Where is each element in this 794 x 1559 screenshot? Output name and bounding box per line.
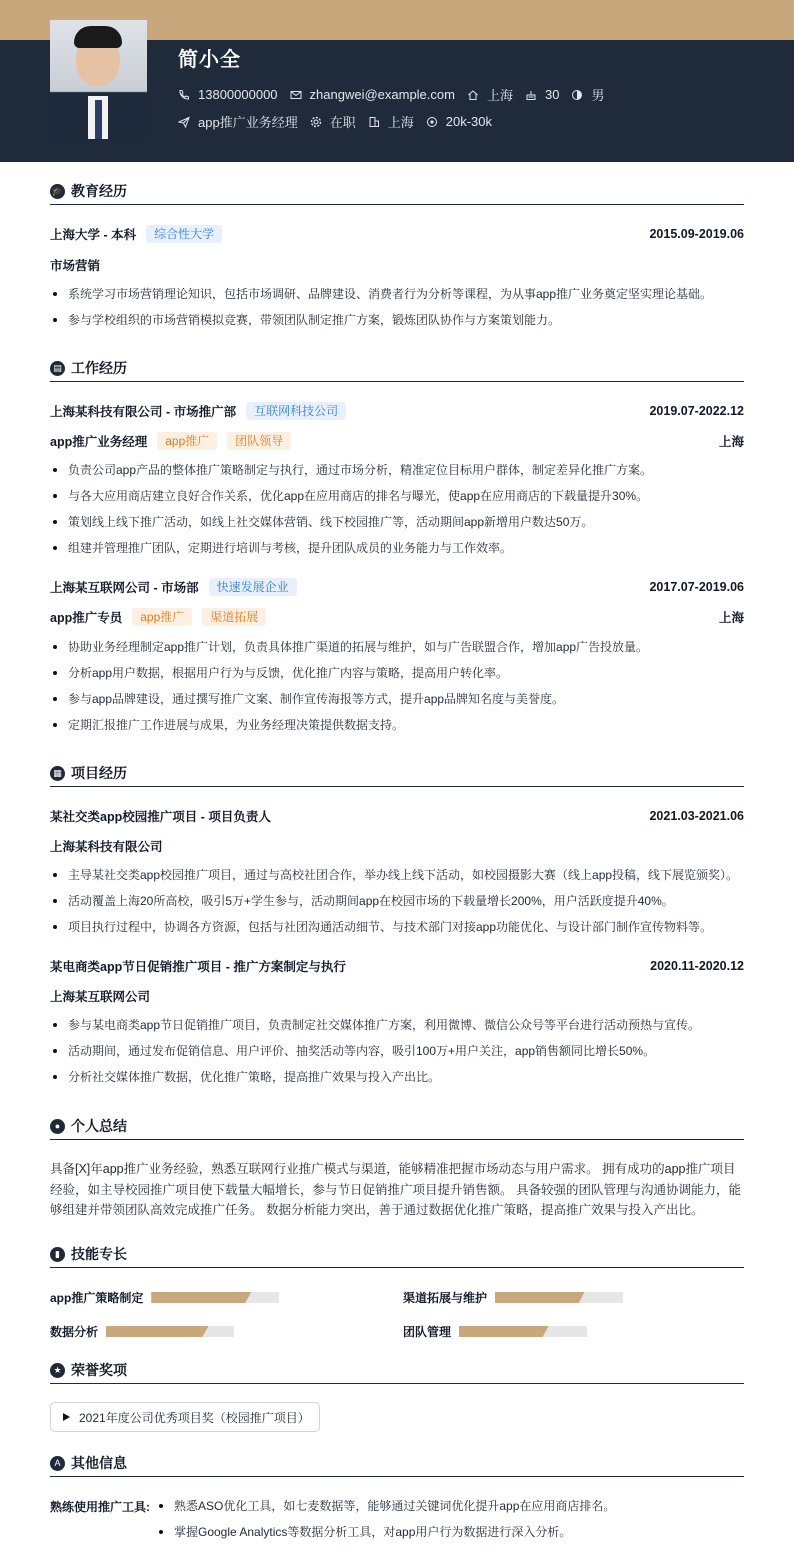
work-2-bullets bbox=[50, 639, 750, 743]
email-info: zhangwei@example.com bbox=[290, 87, 455, 102]
project-2-header: 某电商类app节日促销推广项目 - 推广方案制定与执行 2020.11-2020.12 bbox=[50, 959, 744, 974]
award-item[interactable]: 2021年度公司优秀项目奖（校园推广项目） bbox=[50, 1402, 320, 1432]
target-position-info: app推广业务经理 bbox=[178, 112, 298, 131]
skill-bar bbox=[495, 1292, 623, 1303]
list-item: 参与某电商类app节日促销推广项目，负责制定社交媒体推广方案，利用微博、微信公众号等平台进行活动预热与宣传。 bbox=[50, 1017, 750, 1043]
phone-info: 13800000000 bbox=[178, 87, 278, 102]
candidate-name: 简小全 bbox=[178, 49, 241, 71]
briefcase-icon: ▤ bbox=[50, 361, 65, 376]
status-info: 在职 bbox=[310, 112, 356, 131]
other-list bbox=[156, 1498, 615, 1550]
other-label: 熟练使用推广工具: bbox=[50, 1500, 150, 1514]
skill-bar bbox=[459, 1326, 587, 1337]
job-intent-row bbox=[178, 112, 504, 131]
avatar bbox=[50, 20, 147, 139]
education-major: 市场营销 bbox=[50, 259, 101, 273]
section-work: ▤ 工作经历 bbox=[50, 355, 744, 382]
chart-bar-icon: ▮ bbox=[50, 1247, 65, 1262]
grid-icon: ▦ bbox=[50, 766, 65, 781]
role-tag: 团队领导 bbox=[227, 432, 291, 450]
list-item: 活动期间，通过发布促销信息、用户评价、抽奖活动等内容，吸引100万+用户关注，app销售额同比增长50%。 bbox=[50, 1043, 750, 1069]
skill-item: 数据分析 bbox=[50, 1323, 234, 1340]
profile-header bbox=[0, 40, 794, 162]
list-item: 项目执行过程中，协调各方资源，包括与社团沟通活动细节、与技术部门对接app功能优化、与设计部门制作宣传物料等。 bbox=[50, 919, 750, 945]
project-2-bullets bbox=[50, 1017, 750, 1095]
cake-icon bbox=[525, 89, 537, 101]
section-skills: ▮ 技能专长 bbox=[50, 1241, 744, 1268]
work-1-title: app推广业务经理 app推广 团队领导 上海 bbox=[50, 434, 744, 449]
gear-icon bbox=[310, 116, 322, 128]
skill-bar bbox=[106, 1326, 234, 1337]
list-item: 协助业务经理制定app推广计划，负责具体推广渠道的拓展与维护，如与广告联盟合作，增加app广告投放量。 bbox=[50, 639, 750, 665]
work-1-header: 上海某科技有限公司 - 市场推广部 互联网科技公司 2019.07-2022.12 bbox=[50, 404, 744, 419]
section-education: 🎓 教育经历 bbox=[50, 178, 744, 205]
list-item: 分析app用户数据，根据用户行为与反馈，优化推广内容与策略，提高用户转化率。 bbox=[50, 665, 750, 691]
caret-right-icon bbox=[63, 1413, 70, 1421]
project-1-bullets bbox=[50, 867, 750, 945]
location-info: 上海 bbox=[467, 85, 513, 104]
list-item: 定期汇报推广工作进展与成果，为业务经理决策提供数据支持。 bbox=[50, 717, 750, 743]
list-item: 掌握Google Analytics等数据分析工具，对app用户行为数据进行深入分析。 bbox=[156, 1524, 615, 1550]
contact-row bbox=[178, 85, 616, 104]
list-item: 与各大应用商店建立良好合作关系，优化app在应用商店的排名与曝光，使app在应用商店的下载量提升30%。 bbox=[50, 488, 750, 514]
age-info: 30 bbox=[525, 87, 559, 102]
school-tag: 综合性大学 bbox=[146, 225, 222, 243]
work-2-title: app推广专员 app推广 渠道拓展 上海 bbox=[50, 610, 744, 625]
gender-icon bbox=[571, 89, 583, 101]
summary-text: 具备[X]年app推广业务经验，熟悉互联网行业推广模式与渠道，能够精准把握市场动态与用户需求。 拥有成功的app推广项目经验，如主导校园推广项目使下载量大幅增长，参与节日促销推广项目提升销售额。 具备较强的团队管理与沟通协调能力，能够组建并带领团队高效完成推广任务。 数据分析能力突出，善于通过数据优化推广策略，提高推广效果与投入产出比。 bbox=[50, 1162, 741, 1217]
salary-info: 20k-30k bbox=[426, 114, 492, 129]
project-2-company: 上海某互联网公司 bbox=[50, 990, 151, 1004]
education-header: 上海大学 - 本科 综合性大学 2015.09-2019.06 bbox=[50, 227, 744, 242]
work-1-bullets bbox=[50, 462, 750, 566]
list-item: 主导某社交类app校园推广项目，通过与高校社团合作，举办线上线下活动，如校园摄影大赛（线上app投稿，线下展览颁奖）。 bbox=[50, 867, 750, 893]
section-other: A 其他信息 bbox=[50, 1450, 744, 1477]
info-icon: A bbox=[50, 1456, 65, 1471]
section-projects: ▦ 项目经历 bbox=[50, 760, 744, 787]
role-tag: app推广 bbox=[132, 608, 192, 626]
gender-info: 男 bbox=[571, 85, 604, 104]
send-icon bbox=[178, 116, 190, 128]
building-icon bbox=[368, 116, 380, 128]
graduation-cap-icon: 🎓 bbox=[50, 184, 65, 199]
skill-item: app推广策略制定 bbox=[50, 1289, 279, 1306]
education-bullets bbox=[50, 286, 750, 338]
list-item: 活动覆盖上海20所高校，吸引5万+学生参与，活动期间app在校园市场的下载量增长200%，用户活跃度提升40%。 bbox=[50, 893, 750, 919]
company-tag: 互联网科技公司 bbox=[246, 402, 346, 420]
mail-icon bbox=[290, 89, 302, 101]
list-item: 系统学习市场营销理论知识，包括市场调研、品牌建设、消费者行为分析等课程，为从事app推广业务奠定坚实理论基础。 bbox=[50, 286, 750, 312]
project-1-header: 某社交类app校园推广项目 - 项目负责人 2021.03-2021.06 bbox=[50, 809, 744, 824]
skill-bar bbox=[151, 1292, 279, 1303]
skill-item: 团队管理 bbox=[403, 1323, 587, 1340]
skill-item: 渠道拓展与维护 bbox=[403, 1289, 623, 1306]
phone-icon bbox=[178, 89, 190, 101]
coin-icon bbox=[426, 116, 438, 128]
list-item: 参与app品牌建设，通过撰写推广文案、制作宣传海报等方式，提升app品牌知名度与美誉度。 bbox=[50, 691, 750, 717]
project-1-company: 上海某科技有限公司 bbox=[50, 840, 163, 854]
list-item: 熟悉ASO优化工具，如七麦数据等，能够通过关键词优化提升app在应用商店排名。 bbox=[156, 1498, 615, 1524]
list-item: 组建并管理推广团队，定期进行培训与考核，提升团队成员的业务能力与工作效率。 bbox=[50, 540, 750, 566]
home-icon bbox=[467, 89, 479, 101]
list-item: 分析社交媒体推广数据，优化推广策略，提高推广效果与投入产出比。 bbox=[50, 1069, 750, 1095]
work-2-header: 上海某互联网公司 - 市场部 快速发展企业 2017.07-2019.06 bbox=[50, 580, 744, 595]
list-item: 参与学校组织的市场营销模拟竞赛，带领团队制定推广方案，锻炼团队协作与方案策划能力。 bbox=[50, 312, 750, 338]
company-tag: 快速发展企业 bbox=[209, 578, 297, 596]
section-summary: ● 个人总结 bbox=[50, 1113, 744, 1140]
section-awards: ★ 荣誉奖项 bbox=[50, 1357, 744, 1384]
user-icon: ● bbox=[50, 1119, 65, 1134]
role-tag: app推广 bbox=[157, 432, 217, 450]
award-icon: ★ bbox=[50, 1363, 65, 1378]
target-city-info: 上海 bbox=[368, 112, 414, 131]
list-item: 策划线上线下推广活动，如线上社交媒体营销、线下校园推广等，活动期间app新增用户数达50万。 bbox=[50, 514, 750, 540]
list-item: 负责公司app产品的整体推广策略制定与执行，通过市场分析，精准定位目标用户群体，制定差异化推广方案。 bbox=[50, 462, 750, 488]
role-tag: 渠道拓展 bbox=[202, 608, 266, 626]
